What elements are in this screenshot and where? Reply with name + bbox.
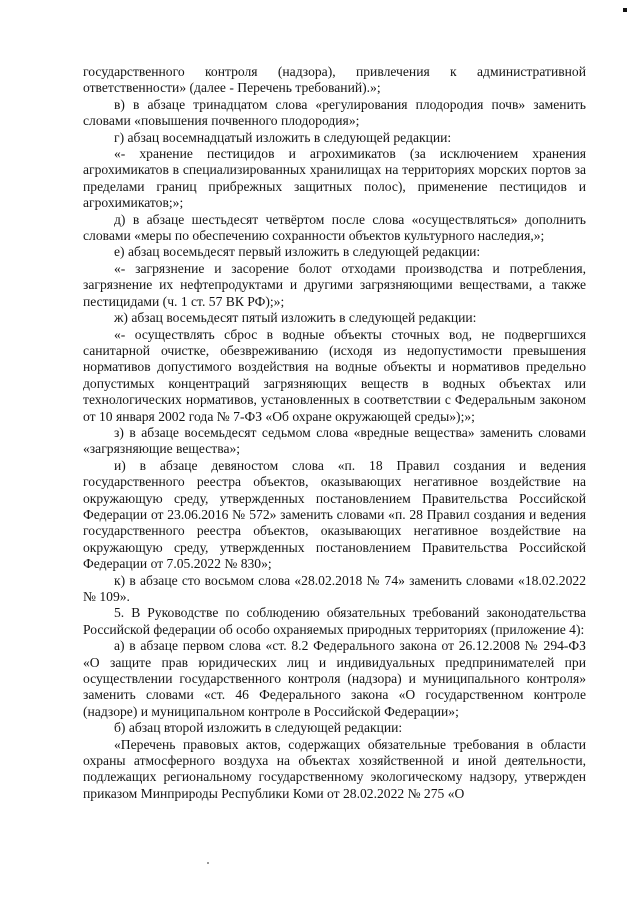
paragraph-item-z: з) в абзаце восемьдесят седьмом слова «вредные вещества» заменить словами «загрязняющие вещества»; <box>83 424 586 457</box>
corner-mark <box>623 8 627 12</box>
paragraph-item-d: д) в абзаце шестьдесят четвёртом после слова «осуществляться» дополнить словами «меры по обеспечению сохранности объектов культурного наследия,»; <box>83 211 586 244</box>
paragraph-item-b: б) абзац второй изложить в следующей редакции: <box>114 720 403 736</box>
paragraph-item-a: а) в абзаце первом слова «ст. 8.2 Федерального закона от 26.12.2008 № 294-ФЗ «О защите прав юридических лиц и индивидуальных предпринимателей при осуществлении государственного контроля (надзора) и муниципального контроля» заменить словами «ст. 46 Федерального закона «О государственном контроле (надзоре) и муниципальном контроле в Российской Федерации»; <box>83 638 586 719</box>
paragraph-quote-e: «- загрязнение и засорение болот отходами производства и потребления, загрязнение их нефтепродуктами и другими загрязняющими веществами, а также пестицидами (ч. 1 ст. 57 ВК РФ);»; <box>83 260 586 309</box>
paragraph-quote-zh: «- осуществлять сброс в водные объекты сточных вод, не подвергшихся санитарной очистке, обезвреживанию (исходя из недопустимости превышения нормативов допустимого воздействия на водные объекты и нормативов предельно допустимых концентраций загрязняющих веществ в водных объектах или технологических нормативов, установленных в соответствии с Федеральным законом от 10 января 2002 года № 7-ФЗ «Об охране окружающей среды»);»; <box>83 326 586 424</box>
document-body <box>83 64 586 802</box>
paragraph-item-v: в) в абзаце тринадцатом слова «регулирования плодородия почв» заменить словами «повышения почвенного плодородия»; <box>83 96 586 129</box>
paragraph-item-e: е) абзац восемьдесят первый изложить в следующей редакции: <box>114 244 481 260</box>
paragraph-quote-g: «- хранение пестицидов и агрохимикатов (за исключением хранения агрохимикатов в специализированных хранилищах на территориях морских портов за пределами границ прибрежных защитных полос), применение пестицидов и агрохимикатов;»; <box>83 146 586 211</box>
paragraph-item-k: к) в абзаце сто восьмом слова «28.02.2018 № 74» заменить словами «18.02.2022 № 109». <box>83 572 586 604</box>
paragraph-item-i: и) в абзаце девяностом слова «п. 18 Правил создания и ведения государственного реестра объектов, оказывающих негативное воздействие на окружающую среду, утвержденных постановлением Правительства Российской Федерации от 23.06.2016 № 572» заменить словами «п. 28 Правил создания и ведения государственного реестра объектов, оказывающих негативное воздействие на окружающую среду, утвержденных постановлением Правительства Российской Федерации от 7.05.2022 № 830»; <box>83 457 586 572</box>
paragraph-quote-b: «Перечень правовых актов, содержащих обязательные требования в области охраны атмосферного воздуха на объектах хозяйственной и иной деятельности, подлежащих региональному государственному экологическому надзору, утвержден приказом Минприроды Республики Коми от 28.02.2022 № 275 «О <box>83 736 586 801</box>
paragraph-section-5: 5. В Руководстве по соблюдению обязательных требований законодательства Российской федерации об особо охраняемых природных территориях (приложение 4): <box>83 605 586 637</box>
scan-speck <box>207 862 209 864</box>
paragraph-item-g: г) абзац восемнадцатый изложить в следующей редакции: <box>114 129 452 145</box>
paragraph-continuation: государственного контроля (надзора), привлечения к административной ответственности» (далее - Перечень требований).»; <box>83 64 586 96</box>
paragraph-item-zh: ж) абзац восемьдесят пятый изложить в следующей редакции: <box>114 310 477 326</box>
